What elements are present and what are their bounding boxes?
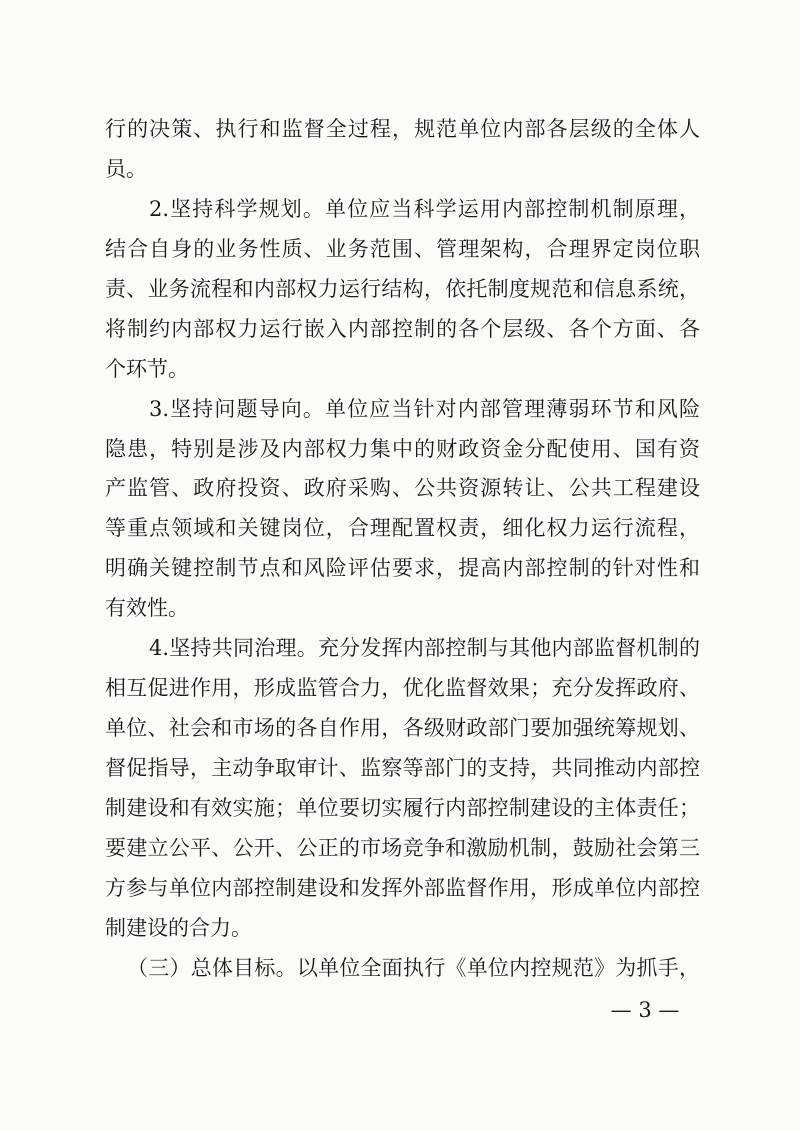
text-line: 制建设和有效实施；单位要切实履行内部控制建设的主体责任； bbox=[105, 795, 700, 820]
text-line: 责、业务流程和内部权力运行结构，依托制度规范和信息系统， bbox=[105, 276, 700, 301]
text-line: 结合自身的业务性质、业务范围、管理架构，合理界定岗位职 bbox=[105, 236, 700, 261]
paragraph-item-2 bbox=[105, 190, 700, 390]
text-line: 等重点领域和关键岗位，合理配置权责，细化权力运行流程， bbox=[105, 516, 700, 541]
page-number: — 3 — bbox=[610, 998, 680, 1022]
text-line: 产监管、政府投资、政府采购、公共资源转让、公共工程建设 bbox=[105, 476, 700, 501]
text-line: 要建立公平、公开、公正的市场竞争和激励机制，鼓励社会第三 bbox=[105, 835, 700, 860]
paragraph-item-4 bbox=[105, 629, 700, 949]
text-line: 4.坚持共同治理。充分发挥内部控制与其他内部监督机制的 bbox=[149, 636, 700, 661]
text-line: 行的决策、执行和监督全过程，规范单位内部各层级的全体人 bbox=[105, 117, 700, 141]
text-line: 单位、社会和市场的各自作用，各级财政部门要加强统筹规划、 bbox=[105, 716, 700, 741]
paragraph-section-3 bbox=[105, 949, 700, 989]
text-line: 有效性。 bbox=[105, 596, 189, 621]
text-line: （三）总体目标。以单位全面执行《单位内控规范》为抓手， bbox=[127, 955, 700, 980]
paragraph-continuation bbox=[105, 110, 700, 190]
text-line: 2.坚持科学规划。单位应当科学运用内部控制机制原理， bbox=[149, 196, 700, 221]
text-line: 个环节。 bbox=[105, 356, 189, 381]
document-body bbox=[105, 110, 700, 989]
text-line: 3.坚持问题导向。单位应当针对内部管理薄弱环节和风险 bbox=[149, 396, 700, 421]
text-line: 督促指导，主动争取审计、监察等部门的支持，共同推动内部控 bbox=[105, 756, 700, 780]
text-line: 相互促进作用，形成监管合力，优化监督效果；充分发挥政府、 bbox=[105, 676, 700, 701]
text-line: 隐患，特别是涉及内部权力集中的财政资金分配使用、国有资 bbox=[105, 436, 700, 461]
text-line: 将制约内部权力运行嵌入内部控制的各个层级、各个方面、各 bbox=[105, 316, 700, 341]
text-line: 员。 bbox=[105, 156, 147, 181]
text-line: 制建设的合力。 bbox=[105, 915, 252, 940]
text-line: 明确关键控制节点和风险评估要求，提高内部控制的针对性和 bbox=[105, 556, 700, 581]
paragraph-item-3 bbox=[105, 390, 700, 630]
text-line: 方参与单位内部控制建设和发挥外部监督作用，形成单位内部控 bbox=[105, 875, 700, 900]
